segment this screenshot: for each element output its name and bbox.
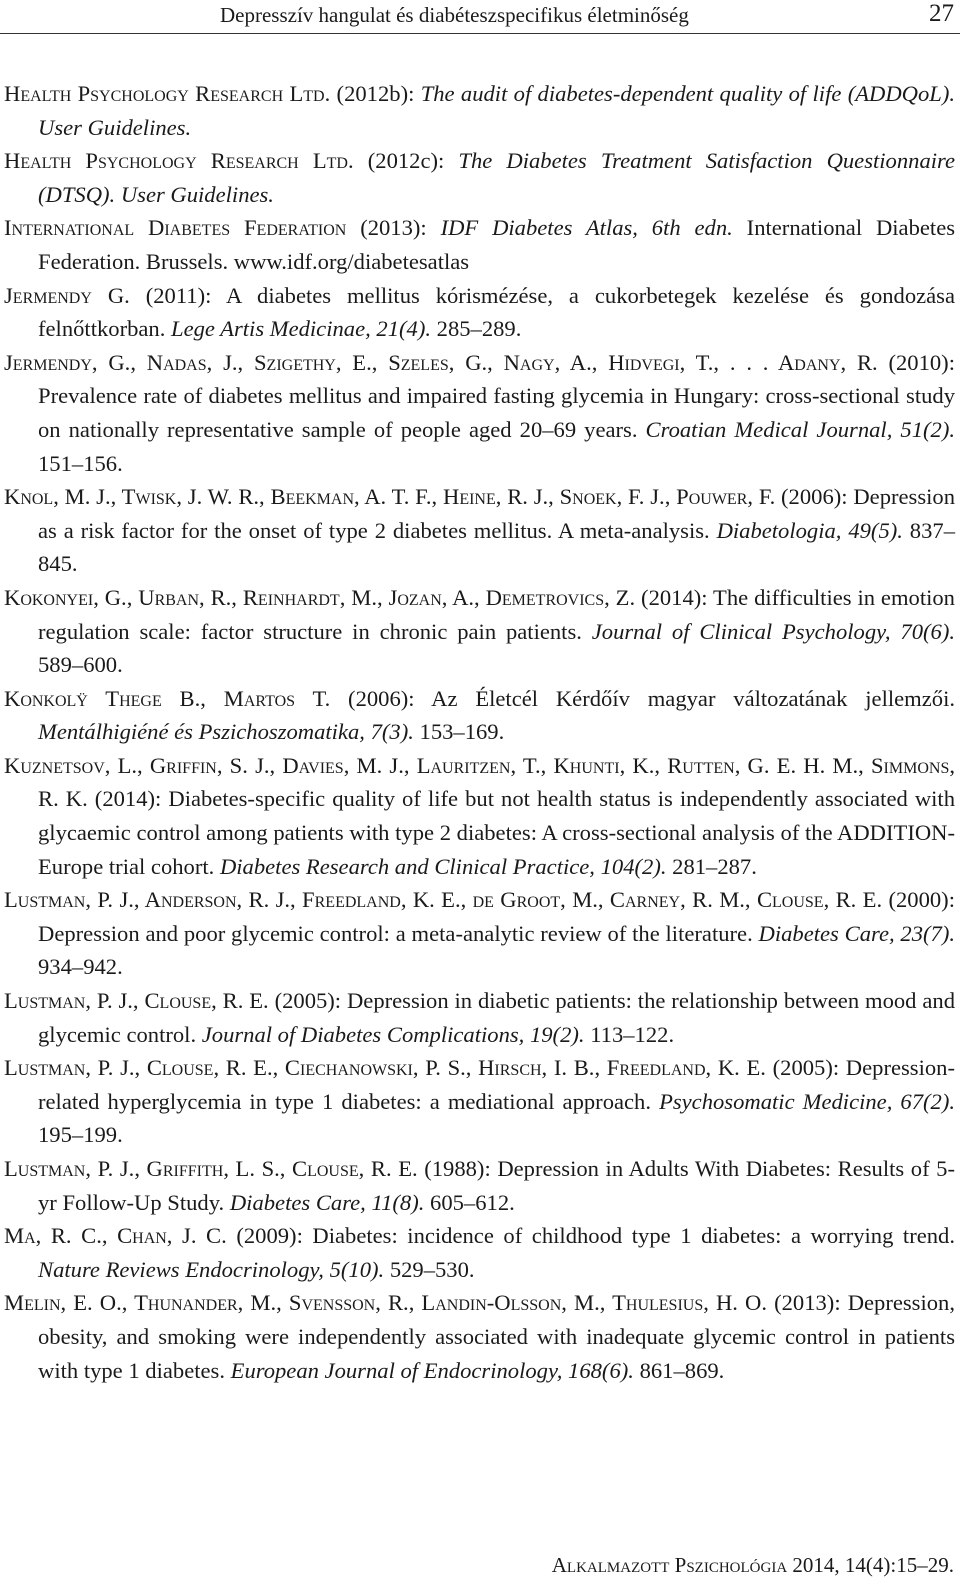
reference-list [4, 77, 955, 1387]
ref-authors: Lustman, P. J., Clouse, R. E. [4, 988, 269, 1014]
ref-journal: European Journal of Endocrinology, 168(6). [230, 1357, 634, 1383]
running-footer [552, 1553, 954, 1578]
reference-entry [4, 144, 955, 211]
reference-entry [4, 480, 955, 581]
reference-entry [4, 984, 955, 1051]
ref-body: (2005): Depression in diabetic patients: the relationship between mood and glycemic control. [38, 988, 955, 1047]
reference-entry [4, 682, 955, 749]
ref-publisher: International Diabetes Federation. Brussels. www.idf.org/diabetesatlas [38, 215, 956, 274]
ref-authors: Kuznetsov, L., Griffin, S. J., Davies, M. J., Lauritzen, T., Khunti, K., Rutten, G. E. H. M., Simmons, R. K. [4, 752, 955, 812]
ref-year: (2012b): [330, 81, 421, 106]
reference-entry [4, 581, 955, 682]
ref-body: (2014): The difficulties in emotion regulation scale: factor structure in chronic pain patients. [38, 584, 955, 644]
ref-pages: 151–156. [38, 450, 123, 476]
ref-pages: 934–942. [38, 954, 123, 980]
ref-authors: Knol, M. J., Twisk, J. W. R., Beekman, A. T. F., Heine, R. J., Snoek, F. J., Pouwer, F. [4, 484, 776, 510]
ref-authors: Health Psychology Research Ltd. [4, 81, 331, 106]
ref-pages: 285–289. [431, 316, 522, 342]
ref-year: (2013): [346, 215, 441, 241]
footer-journal: Alkalmazott Pszichológia [551, 1553, 788, 1577]
ref-authors: Melin, E. O., Thunander, M., Svensson, R., Landin-Olsson, M., Thulesius, H. O. [4, 1290, 767, 1316]
reference-entry [4, 883, 955, 984]
page-number: 27 [929, 0, 954, 27]
ref-authors: Lustman, P. J., Griffith, L. S., Clouse, R. E. [4, 1156, 418, 1181]
reference-entry [4, 279, 955, 346]
ref-pages: 861–869. [633, 1357, 725, 1383]
ref-authors: Kokonyei, G., Urban, R., Reinhardt, M., Jozan, A., Demetrovics, Z. [4, 584, 636, 610]
ref-title: The Diabetes Treatment Satisfaction Questionnaire (DTSQ). User Guidelines. [38, 148, 955, 207]
reference-entry [4, 749, 955, 883]
reference-entry [4, 211, 955, 278]
ref-journal: Diabetes Research and Clinical Practice, 104(2). [219, 853, 667, 879]
ref-body: (2010): Prevalence rate of diabetes mellitus and impaired fasting glycemia in Hungary: cross-sectional study on nationally representative sample of people aged 20–69 years. [38, 349, 955, 442]
header-rule [0, 33, 960, 34]
ref-body: (2000): Depression and poor glycemic control: a meta-analytic review of the literature. [38, 887, 955, 946]
reference-entry [4, 1219, 955, 1286]
ref-pages: 605–612. [424, 1189, 515, 1215]
ref-journal: Diabetes Care, 23(7). [758, 920, 955, 946]
ref-authors: Lustman, P. J., Anderson, R. J., Freedland, K. E., de Groot, M., Carney, R. M., Clouse, R. E. [4, 887, 883, 913]
reference-entry [4, 1286, 955, 1387]
reference-entry [4, 77, 955, 144]
running-title: Depresszív hangulat és diabéteszspecifikus életminőség [220, 3, 689, 27]
ref-journal: Mentálhigiéné és Pszichoszomatika, 7(3). [38, 719, 414, 745]
reference-entry [4, 1152, 955, 1219]
ref-authors: Konkolÿ Thege B., Martos T. [4, 685, 331, 711]
ref-authors: Health Psychology Research Ltd. [4, 148, 354, 174]
ref-authors: Lustman, P. J., Clouse, R. E., Ciechanowski, P. S., Hirsch, I. B., Freedland, K. E. [4, 1055, 766, 1081]
ref-pages: 195–199. [38, 1122, 123, 1148]
ref-pages: 113–122. [584, 1021, 675, 1047]
reference-entry [4, 346, 955, 480]
ref-journal: Lege Artis Medicinae, 21(4). [171, 316, 431, 342]
ref-body: (2014): Diabetes-specific quality of life but not health status is independently associated with glycaemic control among patients with type 2 diabetes: A cross-sectional analysis of the ADDITION-Europe trial cohort. [38, 786, 955, 879]
ref-pages: 837–845. [38, 517, 955, 577]
ref-journal: Journal of Diabetes Complications, 19(2). [201, 1021, 585, 1047]
ref-body: (2013): Depression, obesity, and smoking were independently associated with inadequate glycemic control in patients with type 1 diabetes. [38, 1290, 955, 1383]
ref-body: (2009): Diabetes: incidence of childhood type 1 diabetes: a worrying trend. [226, 1223, 956, 1249]
ref-authors: Jermendy G. [4, 282, 130, 308]
ref-year: (2012c): [353, 148, 459, 174]
ref-body: (2011): A diabetes mellitus kórismézése, a cukorbetegek kezelése és gondozása felnőttkorban. [38, 282, 956, 342]
footer-citation: 2014, 14(4):15–29. [787, 1553, 954, 1577]
ref-pages: 529–530. [384, 1256, 475, 1282]
ref-authors: International Diabetes Federation [4, 215, 347, 241]
ref-journal: Diabetologia, 49(5). [716, 517, 903, 543]
ref-pages: 281–287. [666, 853, 757, 879]
ref-body: (2006): Depression as a risk factor for the onset of type 2 diabetes mellitus. A meta-analysis. [38, 484, 955, 543]
ref-authors: Ma, R. C., Chan, J. C. [4, 1223, 227, 1249]
ref-journal: Journal of Clinical Psychology, 70(6). [591, 618, 955, 644]
ref-authors: Jermendy, G., Nadas, J., Szigethy, E., Szeles, G., Nagy, A., Hidvegi, T., . . . Adany, R. [4, 349, 878, 375]
ref-body: (1988): Depression in Adults With Diabetes: Results of 5-yr Follow-Up Study. [38, 1156, 955, 1215]
ref-title: The audit of diabetes-dependent quality of life (ADDQoL). User Guidelines. [38, 81, 955, 140]
ref-pages: 153–169. [413, 719, 505, 745]
ref-journal: Diabetes Care, 11(8). [229, 1189, 425, 1215]
ref-body: (2006): Az Életcél Kérdőív magyar változatának jellemzői. [330, 685, 955, 711]
ref-title: IDF Diabetes Atlas, 6th edn. [440, 215, 733, 241]
ref-journal: Nature Reviews Endocrinology, 5(10). [38, 1256, 385, 1282]
ref-body: (2005): Depression-related hyperglycemia in type 1 diabetes: a mediational approach. [38, 1055, 955, 1114]
ref-journal: Croatian Medical Journal, 51(2). [645, 416, 955, 442]
running-header [0, 0, 960, 36]
ref-journal: Psychosomatic Medicine, 67(2). [659, 1088, 956, 1114]
ref-pages: 589–600. [38, 652, 123, 678]
reference-entry [4, 1051, 955, 1152]
